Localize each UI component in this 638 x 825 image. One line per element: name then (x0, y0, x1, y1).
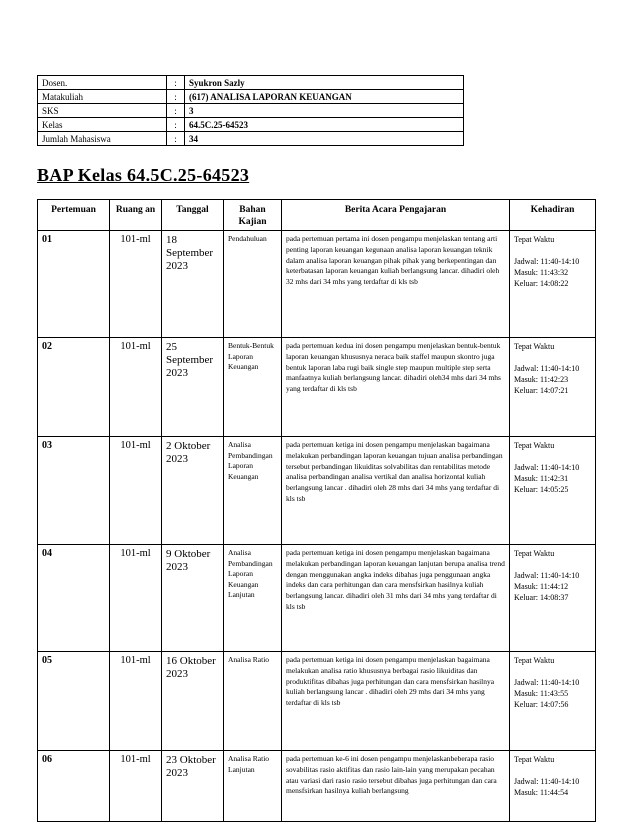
cell-pertemuan: 01 (38, 231, 110, 338)
cell-kehadiran: Tepat Waktu Jadwal: 11:40-14:10 Masuk: 11:43:55 Keluar: 14:07:56 (510, 652, 596, 751)
cell-berita-acara: pada pertemuan ke-6 ini dosen pengampu menjelaskanbeberapa rasio sovabilitas rasio aktifitas dan rasio lain-lain yang merupakan pecahan atau variasi dari rasio rasio tersebut dibahas juga perhitungan dan cara mensfsirkan hasilnya kuliah berlangsung (282, 751, 510, 822)
info-value: 3 (185, 104, 464, 118)
info-label: Jumlah Mahasiswa (38, 132, 167, 146)
table-row (38, 545, 596, 652)
cell-berita-acara: pada pertemuan ketiga ini dosen pengampu menjelaskan bagaimana melakukan analisa ratio khususnya berbagai rasio likuiditas dan produktifitas dibahas juga perhitungan dan cara mensfsirkan hasilnya kuliah berlangsung lancar . dihadiri oleh 29 mhs dari 34 mhs yang terdaftar di kls tsb (282, 652, 510, 751)
info-value: (617) ANALISA LAPORAN KEUANGAN (185, 90, 464, 104)
header-bahan-kajian: Bahan Kajian (224, 200, 282, 231)
cell-tanggal: 18 September 2023 (162, 231, 224, 338)
header-berita-acara: Berita Acara Pengajaran (282, 200, 510, 231)
bap-header-row (38, 200, 596, 231)
cell-berita-acara: pada pertemuan ketiga ini dosen pengampu menjelaskan bagaimana melakukan perbandingan laporan keuangan tujuan analisa perbandingan tersebut perbandingan likuiditas solvabilitas dan rentabilitas metode analisa perbandingan analisa vertikal dan analisa horizontal kuliah berlangsung lancar . dihadiri oleh 28 mhs dari 34 mhs yang terdaftar di kls tsb (282, 437, 510, 545)
cell-tanggal: 9 Oktober 2023 (162, 545, 224, 652)
cell-tanggal: 2 Oktober 2023 (162, 437, 224, 545)
cell-kehadiran: Tepat Waktu Jadwal: 11:40-14:10 Masuk: 11:43:32 Keluar: 14:08:22 (510, 231, 596, 338)
info-row-kelas (38, 118, 464, 132)
info-row-jumlah-mahasiswa (38, 132, 464, 146)
cell-tanggal: 25 September 2023 (162, 338, 224, 437)
table-row (38, 338, 596, 437)
cell-pertemuan: 03 (38, 437, 110, 545)
cell-tanggal: 16 Oktober 2023 (162, 652, 224, 751)
cell-ruangan: 101-ml (110, 338, 162, 437)
info-colon: : (167, 76, 185, 90)
cell-bahan-kajian: Pendahuluan (224, 231, 282, 338)
info-colon: : (167, 118, 185, 132)
cell-ruangan: 101-ml (110, 652, 162, 751)
header-tanggal: Tanggal (162, 200, 224, 231)
info-colon: : (167, 104, 185, 118)
cell-pertemuan: 06 (38, 751, 110, 822)
page-title: BAP Kelas 64.5C.25-64523 (37, 165, 250, 185)
cell-berita-acara: pada pertemuan ketiga ini dosen pengampu menjelaskan bagaimana melakukan perbandingan laporan keuangan lanjutan berupa analisa trend dengan menggunakan angka indeks dibahas juga penggunaan angka indeks dan cara perhitungan dan cara mensfsirkan hasilnya kuliah berlangsung lancar. dihadiri oleh 31 mhs dari 34 mhs yang terdaftar di kls tsb (282, 545, 510, 652)
cell-kehadiran: Tepat Waktu Jadwal: 11:40-14:10 Masuk: 11:44:12 Keluar: 14:08:37 (510, 545, 596, 652)
info-value: Syukron Sazly (185, 76, 464, 90)
cell-bahan-kajian: Analisa Ratio Lanjutan (224, 751, 282, 822)
cell-pertemuan: 05 (38, 652, 110, 751)
cell-tanggal: 23 Oktober 2023 (162, 751, 224, 822)
table-row (38, 751, 596, 822)
course-info-table (37, 75, 464, 146)
info-row-sks (38, 104, 464, 118)
cell-bahan-kajian: Analisa Ratio (224, 652, 282, 751)
info-row-dosen (38, 76, 464, 90)
header-pertemuan: Pertemuan (38, 200, 110, 231)
cell-bahan-kajian: Analisa Pembandingan Laporan Keuangan Lanjutan (224, 545, 282, 652)
cell-bahan-kajian: Bentuk-Bentuk Laporan Keuangan (224, 338, 282, 437)
cell-ruangan: 101-ml (110, 437, 162, 545)
cell-ruangan: 101-ml (110, 751, 162, 822)
cell-kehadiran: Tepat Waktu Jadwal: 11:40-14:10 Masuk: 11:44:54 (510, 751, 596, 822)
info-value: 34 (185, 132, 464, 146)
info-colon: : (167, 90, 185, 104)
info-value: 64.5C.25-64523 (185, 118, 464, 132)
cell-ruangan: 101-ml (110, 231, 162, 338)
info-label: Dosen. (38, 76, 167, 90)
cell-kehadiran: Tepat Waktu Jadwal: 11:40-14:10 Masuk: 11:42:23 Keluar: 14:07:21 (510, 338, 596, 437)
cell-kehadiran: Tepat Waktu Jadwal: 11:40-14:10 Masuk: 11:42:31 Keluar: 14:05:25 (510, 437, 596, 545)
info-label: Kelas (38, 118, 167, 132)
cell-berita-acara: pada pertemuan pertama ini dosen pengampu menjelaskan tentang arti penting laporan keuangan kegunaan analisa laporan keuangan teknik dalam analisa laporan keuangan pihak pihak yang berkepentingan dan keterbatasan laporan keuangan kuliah berlangsung lancar. dihadiri oleh 32 mhs dari 34 mhs yang terdaftar di kls tsb (282, 231, 510, 338)
info-label: SKS (38, 104, 167, 118)
cell-pertemuan: 02 (38, 338, 110, 437)
info-colon: : (167, 132, 185, 146)
cell-ruangan: 101-ml (110, 545, 162, 652)
header-ruangan: Ruang an (110, 200, 162, 231)
info-row-matakuliah (38, 90, 464, 104)
header-kehadiran: Kehadiran (510, 200, 596, 231)
cell-berita-acara: pada pertemuan kedua ini dosen pengampu menjelaskan bentuk-bentuk laporan keuangan khususnya neraca baik staffel maupun skontro juga bentuk laporan laba rugi baik single step maupun multiple step serta manfaatnya kuliah berlangsung lancar. dihadiri oleh34 mhs dari 34 mhs yang terdaftar di kls tsb (282, 338, 510, 437)
info-label: Matakuliah (38, 90, 167, 104)
bap-table (37, 199, 596, 822)
cell-pertemuan: 04 (38, 545, 110, 652)
cell-bahan-kajian: Analisa Pembandingan Laporan Keuangan (224, 437, 282, 545)
table-row (38, 437, 596, 545)
table-row (38, 652, 596, 751)
table-row (38, 231, 596, 338)
